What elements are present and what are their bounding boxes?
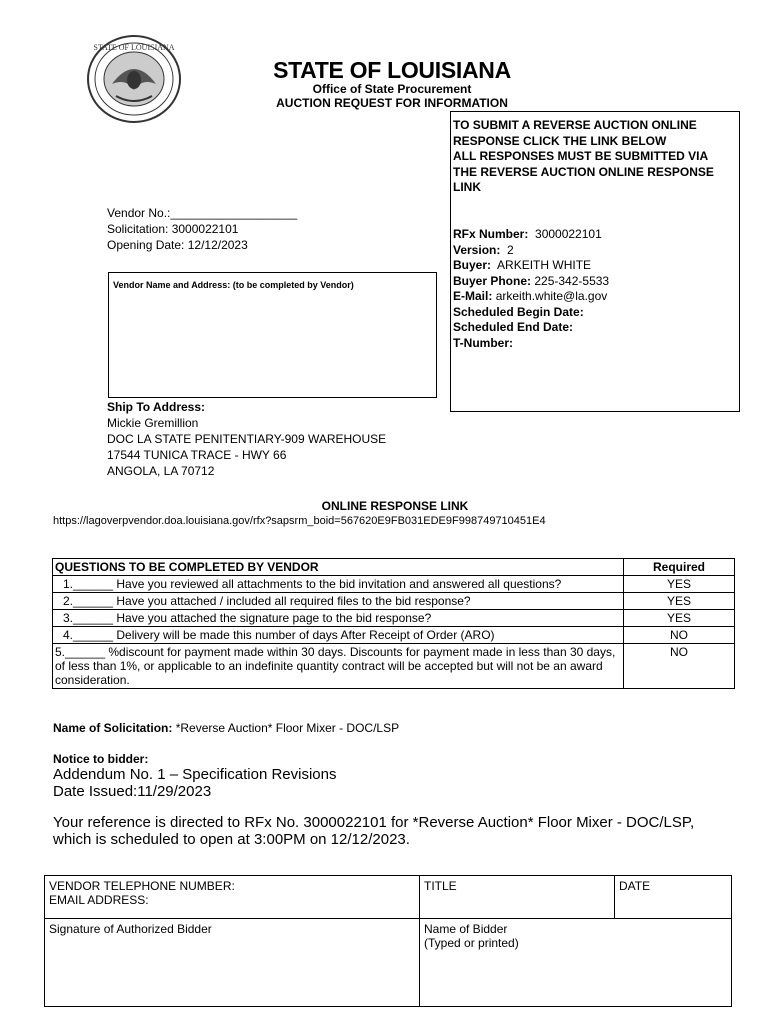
vendor-address-box[interactable]	[108, 272, 437, 398]
questions-header: QUESTIONS TO BE COMPLETED BY VENDOR	[53, 559, 624, 576]
submission-instructions	[453, 118, 738, 196]
instruction-line: THE REVERSE AUCTION ONLINE RESPONSE	[453, 164, 714, 179]
vendor-address-label: Vendor Name and Address: (to be completed by Vendor)	[113, 280, 354, 290]
title-label: TITLE	[424, 879, 457, 893]
solicitation-name-value: *Reverse Auction* Floor Mixer - DOC/LSP	[175, 721, 400, 735]
addendum-title: Addendum No. 1 – Specification Revisions	[53, 766, 337, 783]
required-value: NO	[624, 644, 735, 689]
vendor-info	[107, 205, 297, 253]
opening-date: Opening Date: 12/12/2023	[107, 238, 248, 252]
notice-label: Notice to bidder:	[53, 752, 149, 766]
online-link-title: ONLINE RESPONSE LINK	[321, 499, 469, 513]
state-seal-logo	[82, 34, 186, 124]
vendor-questions-table	[52, 558, 735, 689]
buyer-phone: 225-342-5533	[534, 273, 610, 288]
question-text[interactable]: 4.______ Delivery will be made this number of days After Receipt of Order (ARO)	[53, 627, 624, 644]
begin-date-label: Scheduled Begin Date:	[453, 304, 584, 319]
signature-table	[44, 875, 732, 1007]
vendor-number: Vendor No.:___________________	[107, 206, 298, 220]
solicitation-number: Solicitation: 3000022101	[107, 222, 239, 236]
instruction-line: ALL RESPONSES MUST BE SUBMITTED VIA	[453, 149, 709, 163]
instruction-line: RESPONSE CLICK THE LINK BELOW	[453, 133, 667, 148]
table-row	[53, 576, 735, 593]
ship-to-label: Ship To Address:	[107, 400, 206, 414]
table-row	[53, 593, 735, 610]
buyer-phone-label: Buyer Phone:	[453, 273, 532, 288]
buyer-name: ARKEITH WHITE	[497, 258, 592, 272]
form-title: AUCTION REQUEST FOR INFORMATION	[276, 96, 508, 110]
title-cell[interactable]	[420, 876, 615, 919]
page-title: STATE OF LOUISIANA	[273, 57, 511, 83]
ship-to-name: Mickie Gremillion	[107, 416, 199, 430]
end-date-label: Scheduled End Date:	[453, 320, 574, 334]
bidder-name-sub: (Typed or printed)	[424, 936, 519, 950]
instruction-line: LINK	[453, 180, 481, 194]
required-header: Required	[624, 559, 735, 576]
ship-to-address	[107, 399, 386, 479]
signature-cell[interactable]	[45, 919, 420, 1007]
email-label: E-Mail:	[453, 289, 493, 303]
reference-text: Your reference is directed to RFx No. 3000022101 for *Reverse Auction* Floor Mixer - DOC/LSP, which is scheduled to open at 3:00PM on 12/12/2023.	[53, 814, 695, 848]
instruction-line: TO SUBMIT A REVERSE AUCTION ONLINE	[453, 118, 697, 132]
table-row	[53, 627, 735, 644]
online-response-link[interactable]: https://lagoverpvendor.doa.louisiana.gov/rfx?sapsrm_boid=567620E9FB031EDE9F998749710451E4	[53, 515, 546, 527]
date-label: DATE	[619, 879, 651, 893]
version-value: 2	[507, 242, 514, 257]
required-value: YES	[624, 576, 735, 593]
rfx-details	[453, 227, 738, 351]
vendor-phone-label: VENDOR TELEPHONE NUMBER:	[49, 879, 235, 893]
ship-to-line: 17544 TUNICA TRACE - HWY 66	[107, 448, 287, 462]
question-text[interactable]: 5.______ %discount for payment made within 30 days. Discounts for payment made in less than 30 days, of less than 1%, or applicable to an indefinite quantity contract will be accepted but will not be an award consideration.	[53, 644, 624, 689]
signature-label: Signature of Authorized Bidder	[49, 922, 212, 936]
addendum-notice	[53, 766, 337, 800]
buyer-label: Buyer:	[453, 258, 492, 272]
solicitation-name	[53, 721, 399, 735]
bidder-name-label: Name of Bidder	[424, 922, 508, 936]
required-value: YES	[624, 610, 735, 627]
buyer-email: arkeith.white@la.gov	[495, 289, 608, 303]
version-label: Version:	[453, 242, 501, 257]
rfx-number-label: RFx Number:	[453, 227, 529, 241]
date-cell[interactable]	[615, 876, 732, 919]
vendor-email-label: EMAIL ADDRESS:	[49, 893, 149, 907]
required-value: YES	[624, 593, 735, 610]
bidder-name-cell[interactable]	[420, 919, 732, 1007]
required-value: NO	[624, 627, 735, 644]
svg-text:STATE OF LOUISIANA: STATE OF LOUISIANA	[93, 43, 175, 52]
question-text[interactable]: 2.______ Have you attached / included all required files to the bid response?	[53, 593, 624, 610]
question-text[interactable]: 3.______ Have you attached the signature page to the bid response?	[53, 610, 624, 627]
question-text[interactable]: 1.______ Have you reviewed all attachments to the bid invitation and answered all questions?	[53, 576, 624, 593]
table-row	[53, 644, 735, 689]
t-number-label: T-Number:	[453, 335, 513, 350]
table-row	[53, 610, 735, 627]
vendor-contact-cell[interactable]	[45, 876, 420, 919]
ship-to-line: ANGOLA, LA 70712	[107, 464, 215, 478]
solicitation-name-label: Name of Solicitation:	[53, 721, 173, 735]
rfx-number: 3000022101	[535, 227, 602, 241]
office-name: Office of State Procurement	[312, 82, 472, 96]
ship-to-line: DOC LA STATE PENITENTIARY-909 WAREHOUSE	[107, 432, 387, 446]
date-issued: Date Issued:11/29/2023	[53, 783, 212, 800]
